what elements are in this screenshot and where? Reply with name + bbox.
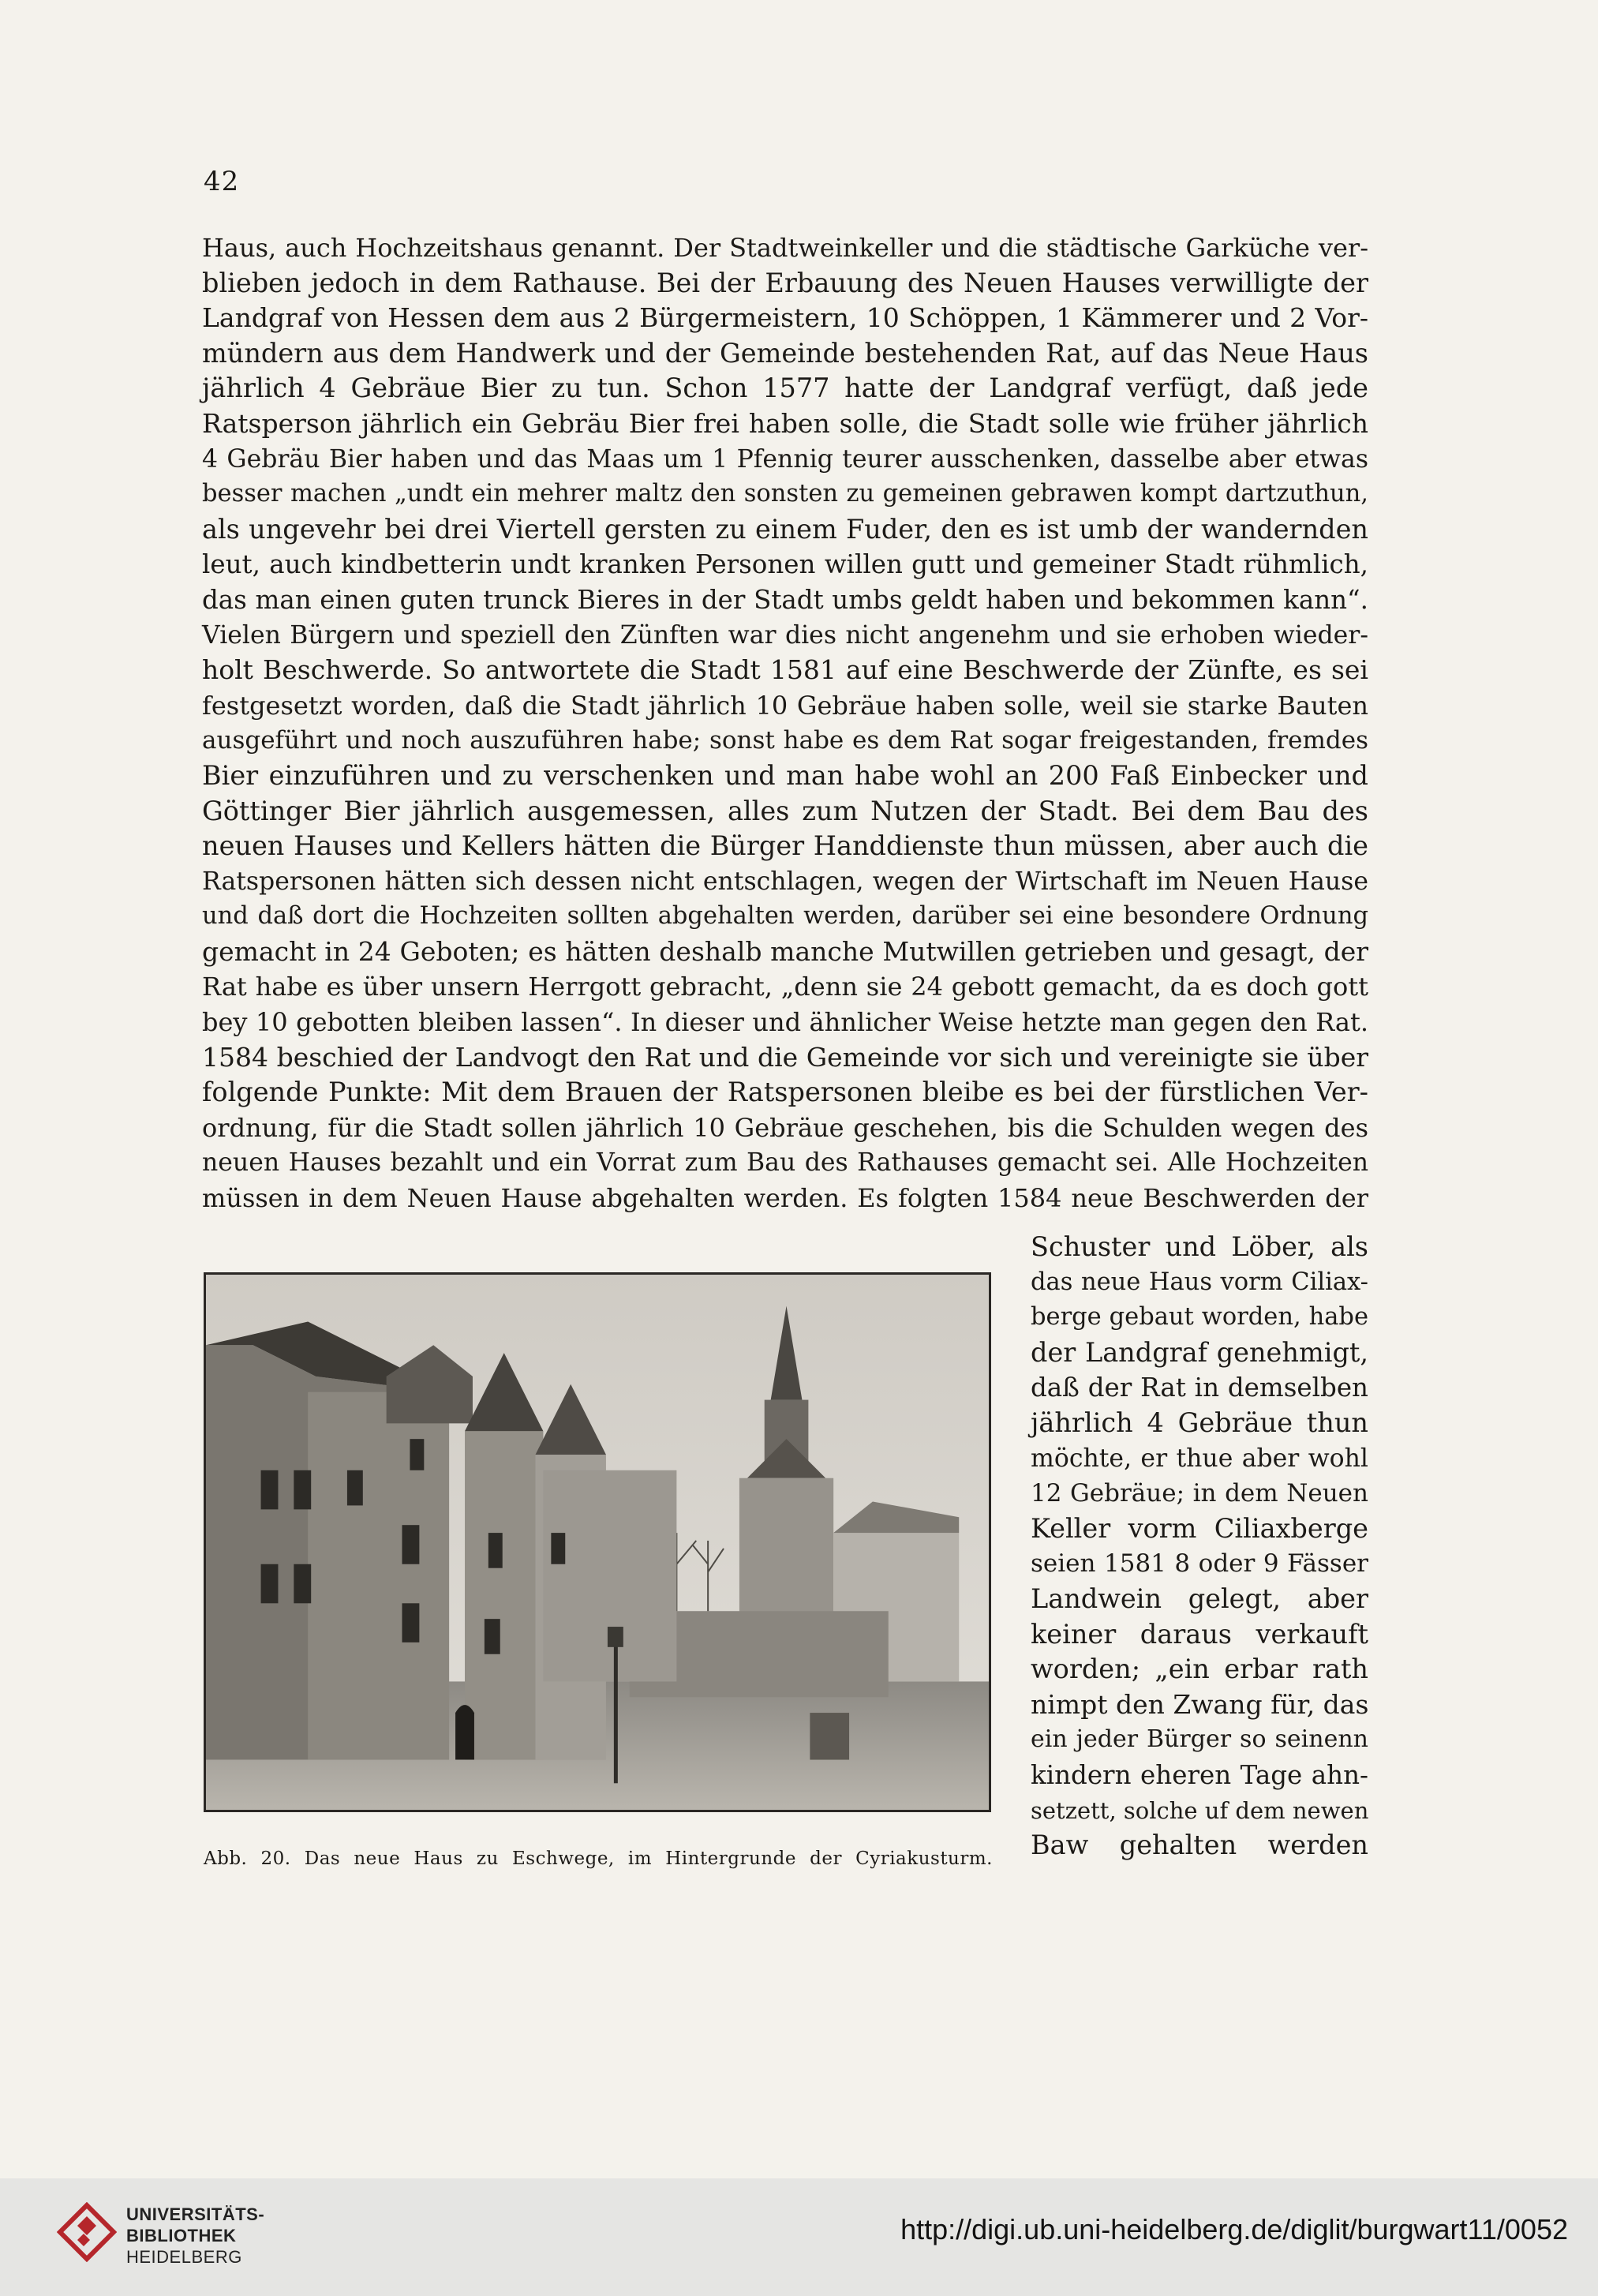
figure-caption: Abb. 20. Das neue Haus zu Eschwege, im Hintergrunde der Cyriakusturm. bbox=[204, 1848, 993, 1869]
body-text-line: ordnung, für die Stadt sollen jährlich 10 Gebräue geschehen, bis die Schulden wegen des bbox=[202, 1112, 1368, 1143]
side-text-line: Baw gehalten werden bbox=[1031, 1830, 1368, 1861]
side-text-line: seien 1581 8 oder 9 Fässer bbox=[1031, 1549, 1368, 1579]
photo-illustration bbox=[206, 1275, 989, 1810]
side-text-line: jährlich 4 Gebräue thun bbox=[1031, 1406, 1368, 1438]
ub-heidelberg-logo-icon[interactable] bbox=[57, 2202, 117, 2262]
body-text-line: 1584 beschied der Landvogt den Rat und die Gemeinde vor sich und vereinigte sie über bbox=[202, 1041, 1368, 1073]
footer-bar bbox=[0, 2178, 1598, 2296]
side-text-line: worden; „ein erbar rath bbox=[1031, 1654, 1368, 1685]
body-text-line: blieben jedoch in dem Rathause. Bei der Erbauung des Neuen Hauses verwilligte der bbox=[202, 267, 1368, 298]
body-text-line: leut, auch kindbetterin undt kranken Personen willen gutt und gemeiner Stadt rühmlich, bbox=[202, 549, 1368, 580]
footer-institution[interactable] bbox=[126, 2204, 264, 2268]
side-text-line: möchte, er thue aber wohl bbox=[1031, 1444, 1368, 1473]
body-text bbox=[202, 230, 1368, 1216]
body-text-line: und daß dort die Hochzeiten sollten abgehalten werden, darüber sei eine besondere Ordnung bbox=[202, 902, 1368, 931]
body-text-line: neuen Hauses bezahlt und ein Vorrat zum Bau des Rathauses gemacht sei. Alle Hochzeiten bbox=[202, 1148, 1368, 1178]
side-text-line: kindern eheren Tage ahn- bbox=[1031, 1759, 1368, 1790]
body-text-line: müssen in dem Neuen Hause abgehalten werden. Es folgten 1584 neue Beschwerden der bbox=[202, 1183, 1368, 1214]
body-text-line: als ungevehr bei drei Viertell gersten zu einem Fuder, den es ist umb der wandernden bbox=[202, 513, 1368, 545]
body-text-line: gemacht in 24 Geboten; es hätten deshalb manche Mutwillen getrieben und gesagt, der bbox=[202, 935, 1368, 967]
page-number: 42 bbox=[204, 166, 240, 197]
side-text-line: nimpt den Zwang für, das bbox=[1031, 1688, 1369, 1720]
side-text-line: der Landgraf genehmigt, bbox=[1031, 1336, 1368, 1368]
footer-institution-line1: UNIVERSITÄTS- bbox=[126, 2204, 265, 2224]
side-text-line: setzett, solche uf dem newen bbox=[1031, 1796, 1369, 1824]
side-text bbox=[1031, 1230, 1368, 1863]
side-text-line: daß der Rat in demselben bbox=[1031, 1373, 1368, 1403]
body-text-line: mündern aus dem Handwerk und der Gemeinde bestehenden Rat, auf das Neue Haus bbox=[202, 337, 1368, 369]
body-text-line: Rat habe es über unsern Herrgott gebracht, „denn sie 24 gebott gemacht, da es doch gott bbox=[202, 972, 1368, 1002]
body-text-line: Bier einzuführen und zu verschenken und man habe wohl an 200 Faß Einbecker und bbox=[202, 759, 1368, 791]
body-text-line: Vielen Bürgern und speziell den Zünften war dies nicht angenehm und sie erhoben wieder- bbox=[202, 620, 1368, 650]
side-text-line: 12 Gebräue; in dem Neuen bbox=[1031, 1479, 1368, 1508]
body-text-line: das man einen guten trunck Bieres in der Stadt umbs geldt haben und bekommen kann“. bbox=[202, 584, 1368, 615]
body-text-line: Haus, auch Hochzeitshaus genannt. Der Stadtweinkeller und die städtische Garküche ver- bbox=[202, 233, 1368, 263]
footer-institution-line2: BIBLIOTHEK bbox=[126, 2226, 237, 2245]
body-text-line: Göttinger Bier jährlich ausgemessen, alles zum Nutzen der Stadt. Bei dem Bau des bbox=[202, 795, 1368, 826]
side-text-line: Schuster und Löber, als bbox=[1031, 1231, 1368, 1262]
body-text-line: Ratsperson jährlich ein Gebräu Bier frei haben solle, die Stadt solle wie früher jährlich bbox=[202, 407, 1368, 439]
body-text-line: besser machen „undt ein mehrer maltz den sonsten zu gemeinen gebrawen kompt dartzuthun, bbox=[202, 480, 1368, 508]
side-text-line: keiner daraus verkauft bbox=[1031, 1618, 1368, 1650]
body-text-line: ausgeführt und noch auszuführen habe; sonst habe es dem Rat sogar freigestanden, fremdes bbox=[202, 726, 1368, 755]
body-text-line: Ratspersonen hätten sich dessen nicht entschlagen, wegen der Wirtschaft im Neuen Hause bbox=[202, 867, 1368, 896]
side-text-line: berge gebaut worden, habe bbox=[1031, 1303, 1368, 1332]
side-text-line: das neue Haus vorm Ciliax- bbox=[1031, 1268, 1368, 1296]
body-text-line: 4 Gebräu Bier haben und das Maas um 1 Pfennig teurer ausschenken, dasselbe aber etwas bbox=[202, 444, 1368, 474]
body-text-line: Landgraf von Hessen dem aus 2 Bürgermeistern, 10 Schöppen, 1 Kämmerer und 2 Vor- bbox=[202, 302, 1368, 334]
figure-photo bbox=[204, 1272, 991, 1812]
side-text-line: Keller vorm Ciliaxberge bbox=[1031, 1512, 1368, 1544]
footer-url-link[interactable]: http://digi.ub.uni-heidelberg.de/diglit/burgwart11/0052 bbox=[900, 2213, 1568, 2245]
body-text-line: folgende Punkte: Mit dem Brauen der Ratspersonen bleibe es bei der fürstlichen Ver- bbox=[202, 1077, 1368, 1108]
footer-institution-line3: HEIDELBERG bbox=[126, 2247, 242, 2267]
side-text-line: ein jeder Bürger so seinenn bbox=[1031, 1725, 1368, 1754]
side-text-line: Landwein gelegt, aber bbox=[1031, 1582, 1368, 1614]
body-text-line: jährlich 4 Gebräue Bier zu tun. Schon 1577 hatte der Landgraf verfügt, daß jede bbox=[202, 373, 1368, 404]
body-text-line: bey 10 gebotten bleiben lassen“. In dieser und ähnlicher Weise hetzte man gegen den Rat. bbox=[202, 1007, 1368, 1038]
body-text-line: festgesetzt worden, daß die Stadt jährlich 10 Gebräue haben solle, weil sie starke Bauten bbox=[202, 690, 1368, 721]
body-text-line: holt Beschwerde. So antwortete die Stadt 1581 auf eine Beschwerde der Zünfte, es sei bbox=[202, 654, 1368, 686]
body-text-line: neuen Hauses und Kellers hätten die Bürger Handdienste thun müssen, aber auch die bbox=[202, 830, 1368, 862]
